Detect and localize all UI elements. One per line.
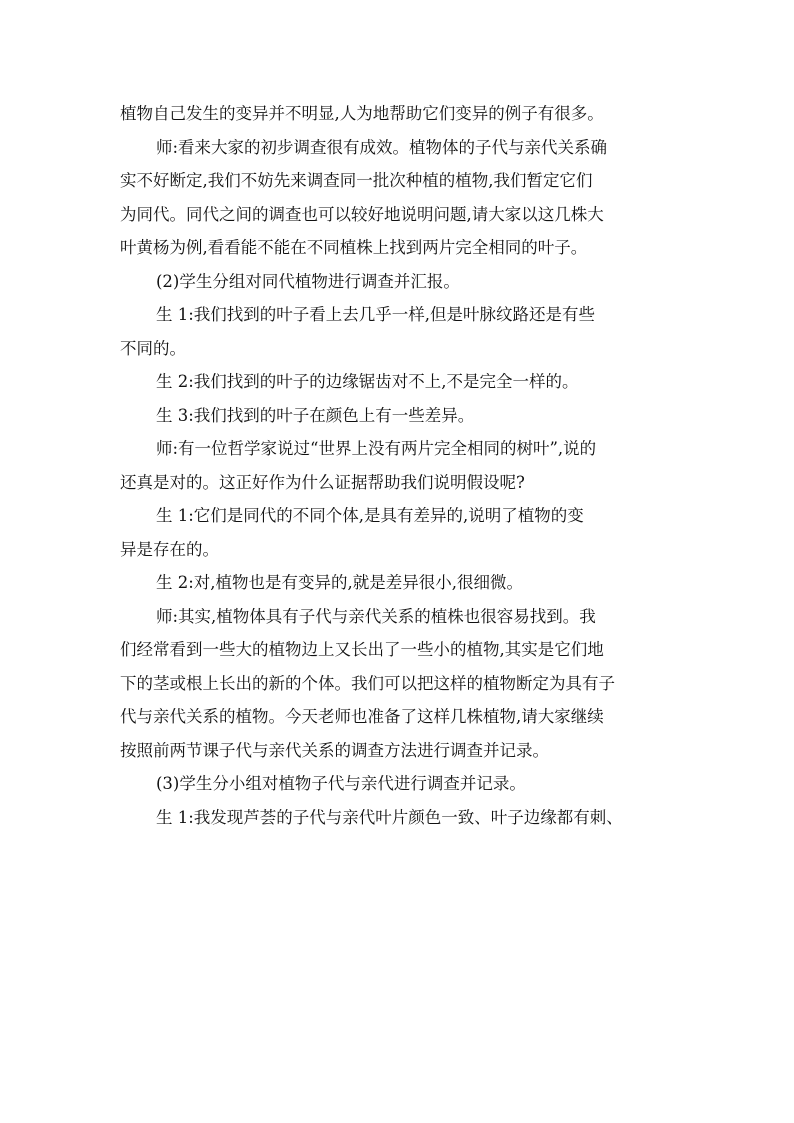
text-line: 师:其实,植物体具有子代与亲代关系的植株也很容易找到。我 bbox=[156, 606, 596, 626]
text-line: 为同代。同代之间的调查也可以较好地说明问题,请大家以这几株大 bbox=[120, 204, 604, 224]
text-line: 生 1:它们是同代的不同个体,是具有差异的,说明了植物的变 bbox=[156, 506, 584, 525]
text-line: 师:有一位哲学家说过“世界上没有两片完全相同的树叶”,说的 bbox=[156, 439, 597, 458]
text-line: 还真是对的。这正好作为什么证据帮助我们说明假设呢? bbox=[120, 472, 525, 492]
text-line: 下的茎或根上长出的新的个体。我们可以把这样的植物断定为具有子 bbox=[120, 673, 615, 693]
text-line: 生 3:我们找到的叶子在颜色上有一些差异。 bbox=[156, 405, 475, 425]
text-line: 叶黄杨为例,看看能不能在不同植株上找到两片完全相同的叶子。 bbox=[120, 238, 588, 257]
text-line: (2)学生分组对同代植物进行调查并汇报。 bbox=[156, 271, 460, 291]
text-line: 生 2:我们找到的叶子的边缘锯齿对不上,不是完全一样的。 bbox=[156, 372, 579, 391]
text-line: 师:看来大家的初步调查很有成效。植物体的子代与亲代关系确 bbox=[156, 137, 608, 157]
text-line: 植物自己发生的变异并不明显,人为地帮助它们变异的例子有很多。 bbox=[120, 104, 604, 123]
text-line: 生 1:我们找到的叶子看上去几乎一样,但是叶脉纹路还是有些 bbox=[156, 305, 596, 324]
text-line: 不同的。 bbox=[120, 338, 186, 358]
text-line: 们经常看到一些大的植物边上又长出了一些小的植物,其实是它们地 bbox=[120, 640, 604, 659]
text-line: 代与亲代关系的植物。今天老师也准备了这样几株植物,请大家继续 bbox=[120, 707, 604, 726]
text-line: (3)学生分小组对植物子代与亲代进行调查并记录。 bbox=[156, 774, 526, 793]
document-body bbox=[120, 97, 680, 834]
text-line: 实不好断定,我们不妨先来调查同一批次种植的植物,我们暂定它们 bbox=[120, 171, 593, 190]
text-line: 生 2:对,植物也是有变异的,就是差异很小,很细微。 bbox=[156, 573, 524, 592]
text-line: 生 1:我发现芦荟的子代与亲代叶片颜色一致、叶子边缘都有刺、 bbox=[156, 807, 623, 827]
text-line: 异是存在的。 bbox=[120, 539, 219, 559]
text-line: 按照前两节课子代与亲代关系的调查方法进行调查并记录。 bbox=[120, 740, 549, 760]
